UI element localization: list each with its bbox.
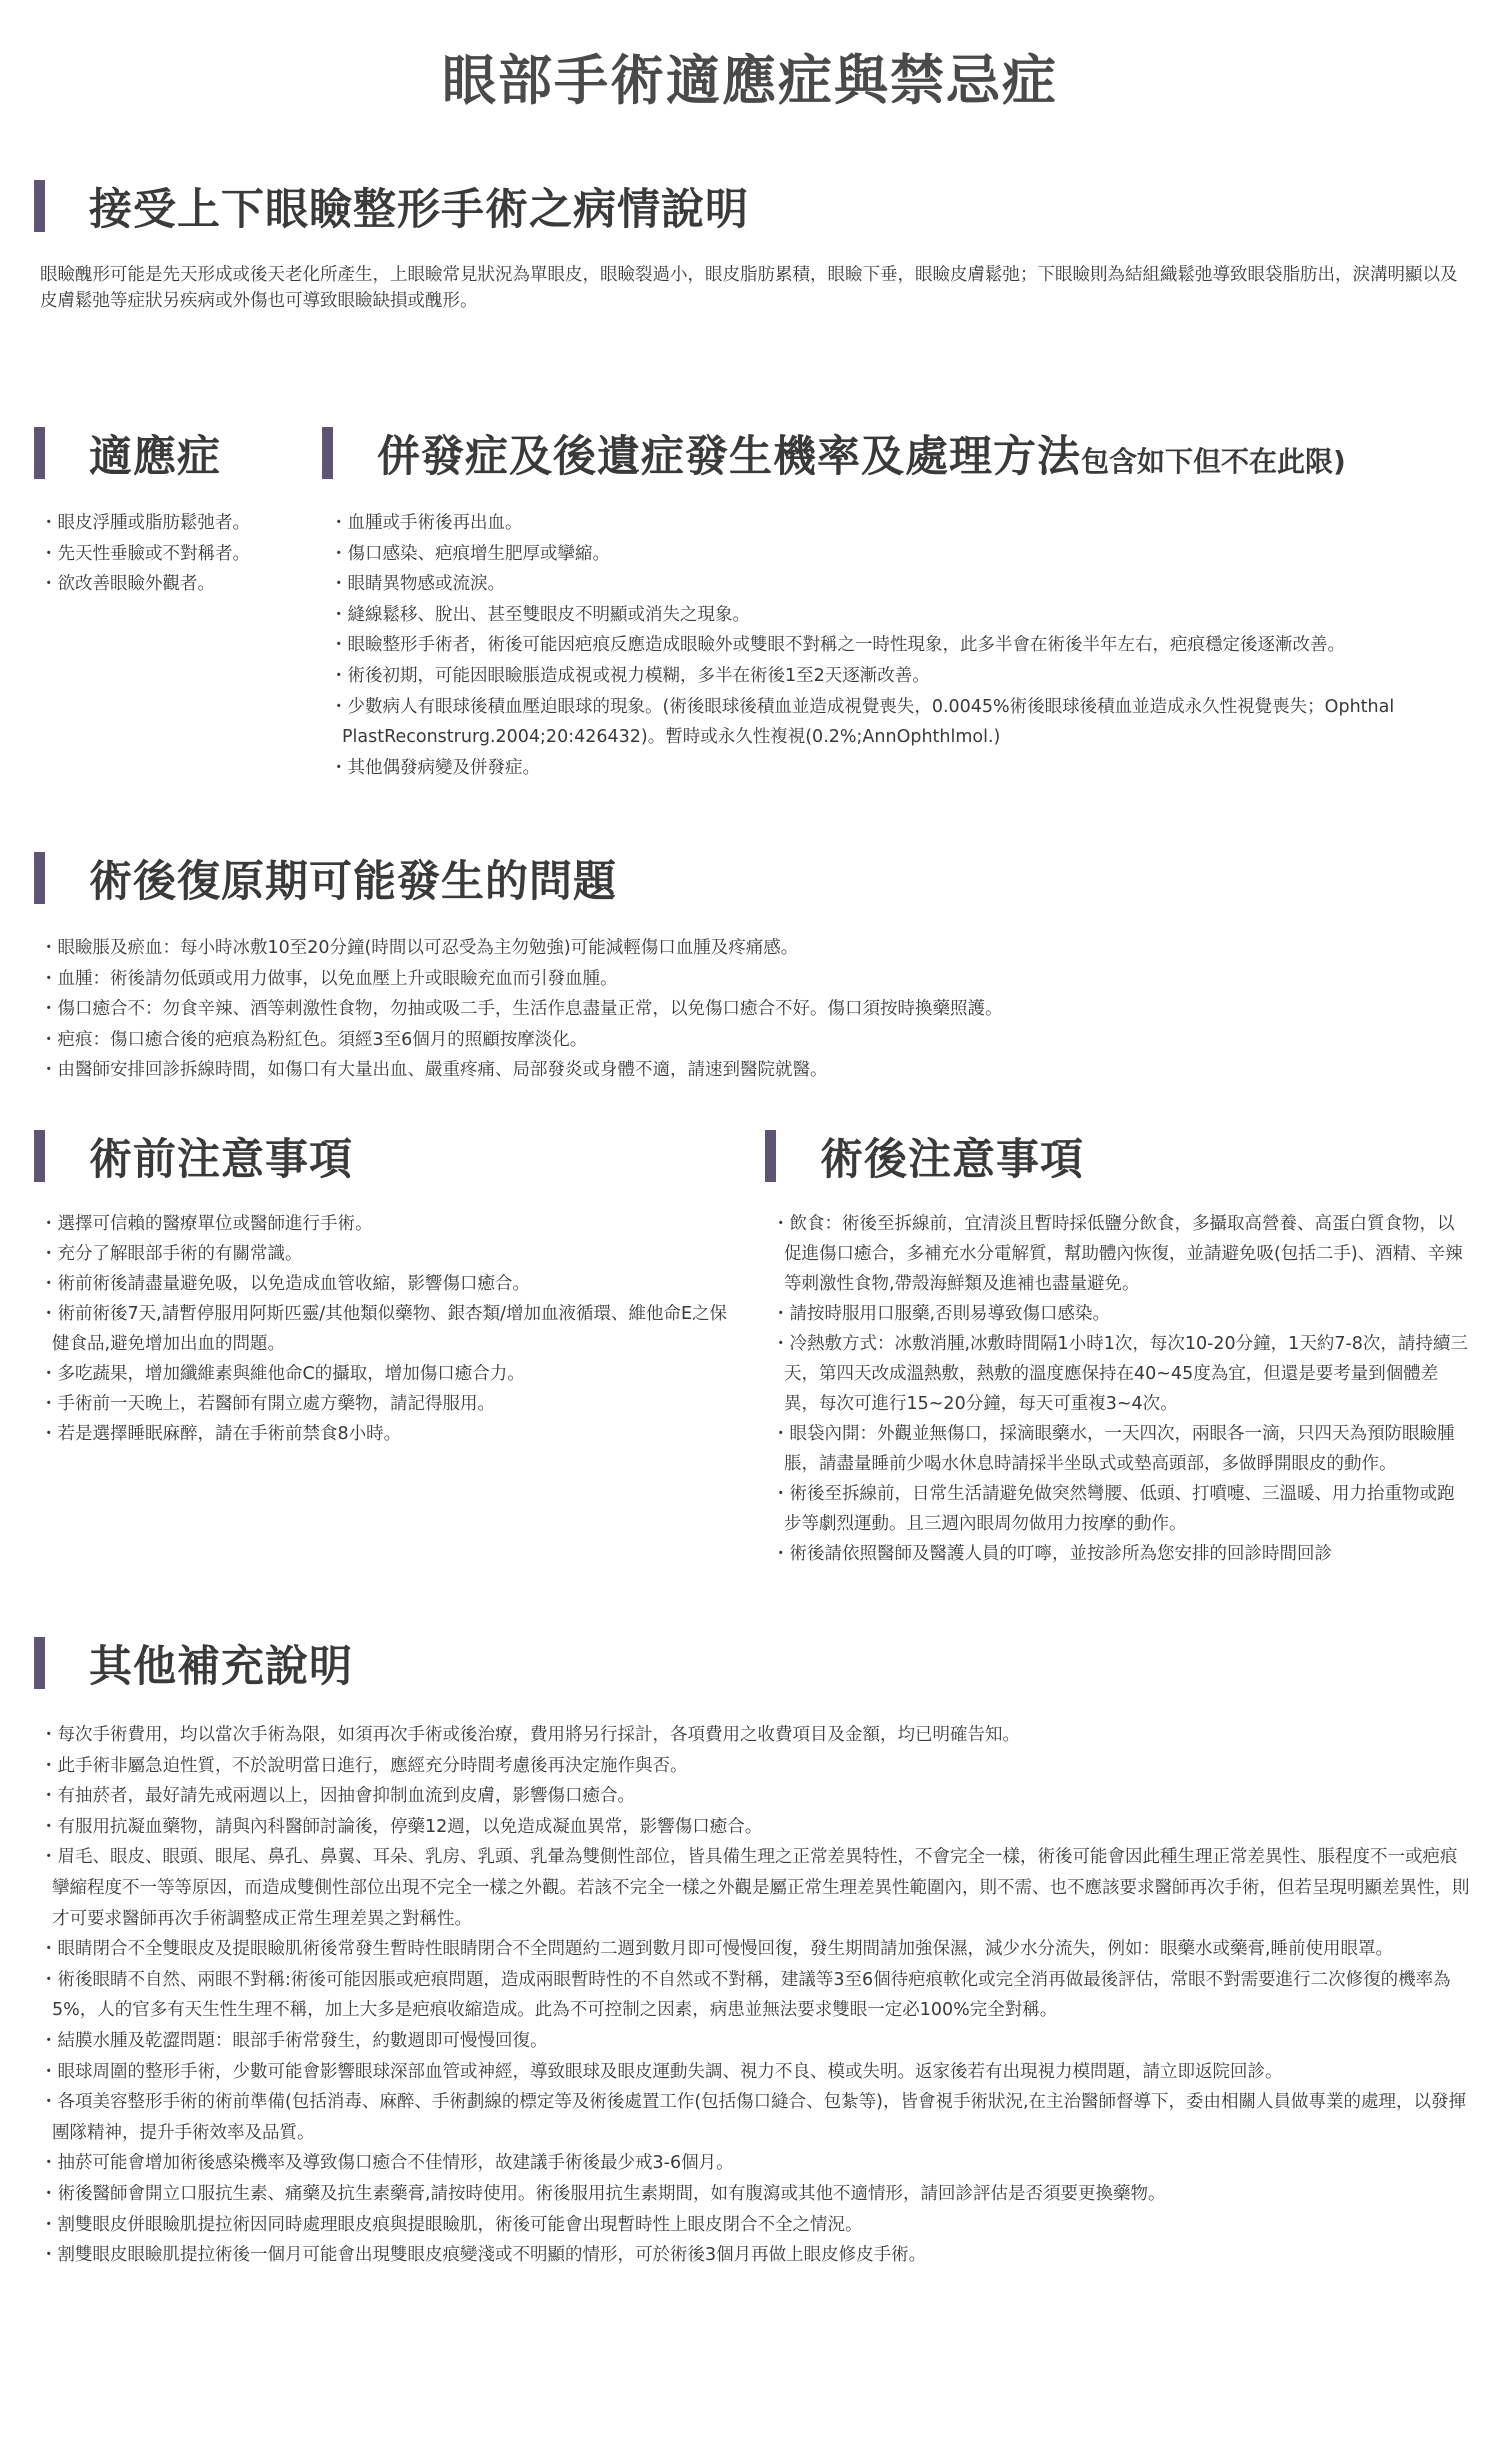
recovery-list <box>40 933 1470 1086</box>
section-title-postop: 術後注意事項 <box>820 1134 1084 1185</box>
other-list <box>40 1720 1470 2271</box>
section-header <box>34 1635 1474 1691</box>
postop-list <box>772 1209 1470 1569</box>
list-item: ・每次手術費用，均以當次手術為限，如須再次手術或後治療，費用將另行採計，各項費用之收費項目及金額，均已明確告知。 <box>40 1725 1020 1745</box>
section-complications <box>322 425 1482 481</box>
section-accent-bar <box>765 1130 776 1182</box>
condition-text: 眼瞼醜形可能是先天形成或後天老化所產生，上眼瞼常見狀況為單眼皮，眼瞼裂過小，眼皮脂肪累積，眼瞼下垂，眼瞼皮膚鬆弛；下眼瞼則為結組織鬆弛導致眼袋脂肪出，淚溝明顯以及皮膚鬆弛等症狀另疾病或外傷也可導致眼瞼缺損或醜形。 <box>40 265 1458 311</box>
list-item: ・術後至拆線前，日常生活請避免做突然彎腰、低頭、打噴嚏、三溫暖、用力抬重物或跑步等劇烈運動。且三週內眼周勿做用力按摩的動作。 <box>772 1484 1455 1534</box>
section-header <box>34 178 1474 234</box>
list-item: ・請按時服用口服藥,否則易導致傷口感染。 <box>772 1304 1111 1324</box>
list-item: ・割雙眼皮併眼瞼肌提拉術因同時處理眼皮痕與提眼瞼肌，術後可能會出現暫時性上眼皮閉合不全之情況。 <box>40 2214 863 2235</box>
preop-list <box>40 1209 730 1449</box>
list-item: ・其他偶發病變及併發症。 <box>330 757 540 778</box>
list-item: ・疤痕：傷口癒合後的疤痕為粉紅色。須經3至6個月的照顧按摩淡化。 <box>40 1029 588 1050</box>
list-item: ・有抽菸者，最好請先戒兩週以上，因抽會抑制血流到皮膚，影響傷口癒合。 <box>40 1786 635 1807</box>
section-accent-bar <box>34 1637 45 1689</box>
section-title-condition: 接受上下眼瞼整形手術之病情說明 <box>89 184 749 235</box>
list-item: ・術後請依照醫師及醫護人員的叮嚀，並按診所為您安排的回診時間回診 <box>772 1544 1332 1564</box>
list-item: ・由醫師安排回診拆線時間，如傷口有大量出血、嚴重疼痛、局部發炎或身體不適，請速到醫院就醫。 <box>40 1060 828 1081</box>
list-item: ・若是選擇睡眠麻醉，請在手術前禁食8小時。 <box>40 1424 402 1444</box>
section-header <box>34 425 324 481</box>
section-header <box>34 1128 734 1184</box>
section-header <box>322 425 1482 481</box>
list-item: ・眼皮浮腫或脂肪鬆弛者。 <box>40 513 250 533</box>
list-item: ・飲食：術後至拆線前，宜清淡且暫時採低鹽分飲食，多攝取高營養、高蛋白質食物，以促進傷口癒合，多補充水分電解質，幫助體內恢復，並請避免吸(包括二手)、酒精、辛辣等刺激性食物,帶殼海鮮類及進補也盡量避免。 <box>772 1214 1463 1294</box>
list-item: ・少數病人有眼球後積血壓迫眼球的現象。(術後眼球後積血並造成視覺喪失，0.0045%術後眼球後積血並造成永久性視覺喪失；Ophthal PlastReconstrurg.2004;20:426432)。暫時或永久性複視(0.2%;AnnOphthlmol.) <box>330 696 1395 748</box>
list-item: ・眼袋內開：外觀並無傷口，採滴眼藥水，一天四次，兩眼各一滴，只四天為預防眼瞼腫脹，請盡量睡前少喝水休息時請採半坐臥式或墊高頭部，多做睜開眼皮的動作。 <box>772 1424 1455 1474</box>
list-item: ・各項美容整形手術的術前準備(包括消毒、麻醉、手術劃線的標定等及術後處置工作(包括傷口縫合、包紮等)，皆會視手術狀況,在主治醫師督導下，委由相關人員做專業的處理，以發揮團隊精神，提升手術效率及品質。 <box>40 2092 1467 2143</box>
list-item: ・先天性垂臉或不對稱者。 <box>40 543 250 564</box>
list-item: ・手術前一天晚上，若醫師有開立處方藥物，請記得服用。 <box>40 1394 495 1414</box>
list-item: ・血腫：術後請勿低頭或用力做事，以免血壓上升或眼瞼充血而引發血腫。 <box>40 968 618 989</box>
list-item: ・傷口癒合不：勿食辛辣、酒等刺激性食物，勿抽或吸二手，生活作息盡量正常，以免傷口癒合不好。傷口須按時換藥照護。 <box>40 999 1003 1020</box>
page-title: 眼部手術適應症與禁忌症 <box>442 49 1058 112</box>
list-item: ・術前術後請盡量避免吸，以免造成血管收縮，影響傷口癒合。 <box>40 1274 530 1294</box>
list-item: ・術前術後7天,請暫停服用阿斯匹靈/其他類似藥物、銀杏類/增加血液循環、維他命E之保健食品,避免增加出血的問題。 <box>40 1304 728 1354</box>
list-item: ・縫線鬆移、脫出、甚至雙眼皮不明顯或消失之現象。 <box>330 604 750 625</box>
list-item: ・此手術非屬急迫性質，不於說明當日進行，應經充分時間考慮後再決定施作與否。 <box>40 1755 688 1776</box>
section-accent-bar <box>34 427 45 479</box>
list-item: ・眼睛閉合不全雙眼皮及提眼瞼肌術後常發生暫時性眼睛閉合不全問題約二週到數月即可慢慢回復，發生期間請加強保濕，減少水分流失，例如：眼藥水或藥膏,睡前使用眼罩。 <box>40 1939 1394 1960</box>
complications-heading-suffix: 包含如下但不在此限) <box>1081 444 1346 478</box>
section-condition <box>34 178 1474 234</box>
list-item: ・眼睛異物感或流淚。 <box>330 574 505 595</box>
section-preop <box>34 1128 734 1184</box>
list-item: ・血腫或手術後再出血。 <box>330 513 523 533</box>
list-item: ・割雙眼皮眼瞼肌提拉術後一個月可能會出現雙眼皮痕變淺或不明顯的情形，可於術後3個月再做上眼皮修皮手術。 <box>40 2245 927 2266</box>
section-title-complications <box>377 423 1346 484</box>
section-accent-bar <box>34 180 45 232</box>
section-title-indications: 適應症 <box>89 431 221 482</box>
section-accent-bar <box>34 852 45 904</box>
list-item: ・抽菸可能會增加術後感染機率及導致傷口癒合不佳情形，故建議手術後最少戒3-6個月。 <box>40 2153 734 2174</box>
list-item: ・冷熱敷方式：冰敷消腫,冰敷時間隔1小時1次，每次10-20分鐘，1天約7-8次，請持續三天，第四天改成溫熱敷，熱敷的溫度應保持在40~45度為宜，但還是要考量到個體差異，每次可進行15~20分鐘，每天可重複3~4次。 <box>772 1334 1468 1414</box>
list-item: ・眼瞼脹及瘀血：每小時冰敷10至20分鐘(時間以可忍受為主勿勉強)可能減輕傷口血腫及疼痛感。 <box>40 938 799 958</box>
section-postop <box>765 1128 1485 1184</box>
section-other <box>34 1635 1474 1691</box>
list-item: ・選擇可信賴的醫療單位或醫師進行手術。 <box>40 1214 373 1234</box>
list-item: ・術後初期，可能因眼瞼脹造成視或視力模糊，多半在術後1至2天逐漸改善。 <box>330 665 930 686</box>
section-recovery <box>34 850 1474 906</box>
list-item: ・欲改善眼瞼外觀者。 <box>40 574 215 595</box>
list-item: ・結膜水腫及乾澀問題：眼部手術常發生，約數週即可慢慢回復。 <box>40 2030 548 2051</box>
complications-heading: 併發症及後遺症發生機率及處理方法 <box>377 431 1081 482</box>
section-accent-bar <box>34 1130 45 1182</box>
list-item: ・充分了解眼部手術的有關常識。 <box>40 1244 303 1264</box>
section-accent-bar <box>322 427 333 479</box>
section-title-other: 其他補充說明 <box>89 1641 353 1692</box>
complications-list <box>330 508 1470 783</box>
section-title-recovery: 術後復原期可能發生的問題 <box>89 856 617 907</box>
section-header <box>34 850 1474 906</box>
indications-list <box>40 508 330 600</box>
list-item: ・眼球周圍的整形手術，少數可能會影響眼球深部血管或神經，導致眼球及眼皮運動失調、視力不良、模或失明。返家後若有出現視力模問題，請立即返院回診。 <box>40 2061 1283 2082</box>
list-item: ・術後眼睛不自然、兩眼不對稱:術後可能因脹或疤痕問題，造成兩眼暫時性的不自然或不對稱，建議等3至6個待疤痕軟化或完全消再做最後評估，常眼不對需要進行二次修復的機率為5%，人的官多有天生性生理不稱，加上大多是疤痕收縮造成。此為不可控制之因素，病患並無法要求雙眼一定必100%完全對稱。 <box>40 1969 1451 2021</box>
list-item: ・多吃蔬果，增加纖維素與維他命C的攝取，增加傷口癒合力。 <box>40 1364 525 1384</box>
section-header <box>765 1128 1485 1184</box>
list-item: ・眼瞼整形手術者，術後可能因疤痕反應造成眼瞼外或雙眼不對稱之一時性現象，此多半會在術後半年左右，疤痕穩定後逐漸改善。 <box>330 635 1345 656</box>
list-item: ・傷口感染、疤痕增生肥厚或攣縮。 <box>330 543 610 564</box>
section-indications <box>34 425 324 481</box>
section-title-preop: 術前注意事項 <box>89 1134 353 1185</box>
list-item: ・有服用抗凝血藥物，請與內科醫師討論後，停藥12週，以免造成凝血異常，影響傷口癒合。 <box>40 1816 763 1837</box>
list-item: ・眉毛、眼皮、眼頭、眼尾、鼻孔、鼻翼、耳朵、乳房、乳頭、乳暈為雙側性部位，皆具備生理之正常差異特性，不會完全一樣，術後可能會因此種生理正常差異性、脹程度不一或疤痕攣縮程度不一等等原因，而造成雙側性部位出現不完全一樣之外觀。若該不完全一樣之外觀是屬正常生理差異性範圍內，則不需、也不應該要求醫師再次手術，但若呈現明顯差異性，則才可要求醫師再次手術調整成正常生理差異之對稱性。 <box>40 1847 1470 1929</box>
list-item: ・術後醫師會開立口服抗生素、痛藥及抗生素藥膏,請按時使用。術後服用抗生素期間，如有腹瀉或其他不適情形，請回診評估是否須要更換藥物。 <box>40 2183 1166 2204</box>
